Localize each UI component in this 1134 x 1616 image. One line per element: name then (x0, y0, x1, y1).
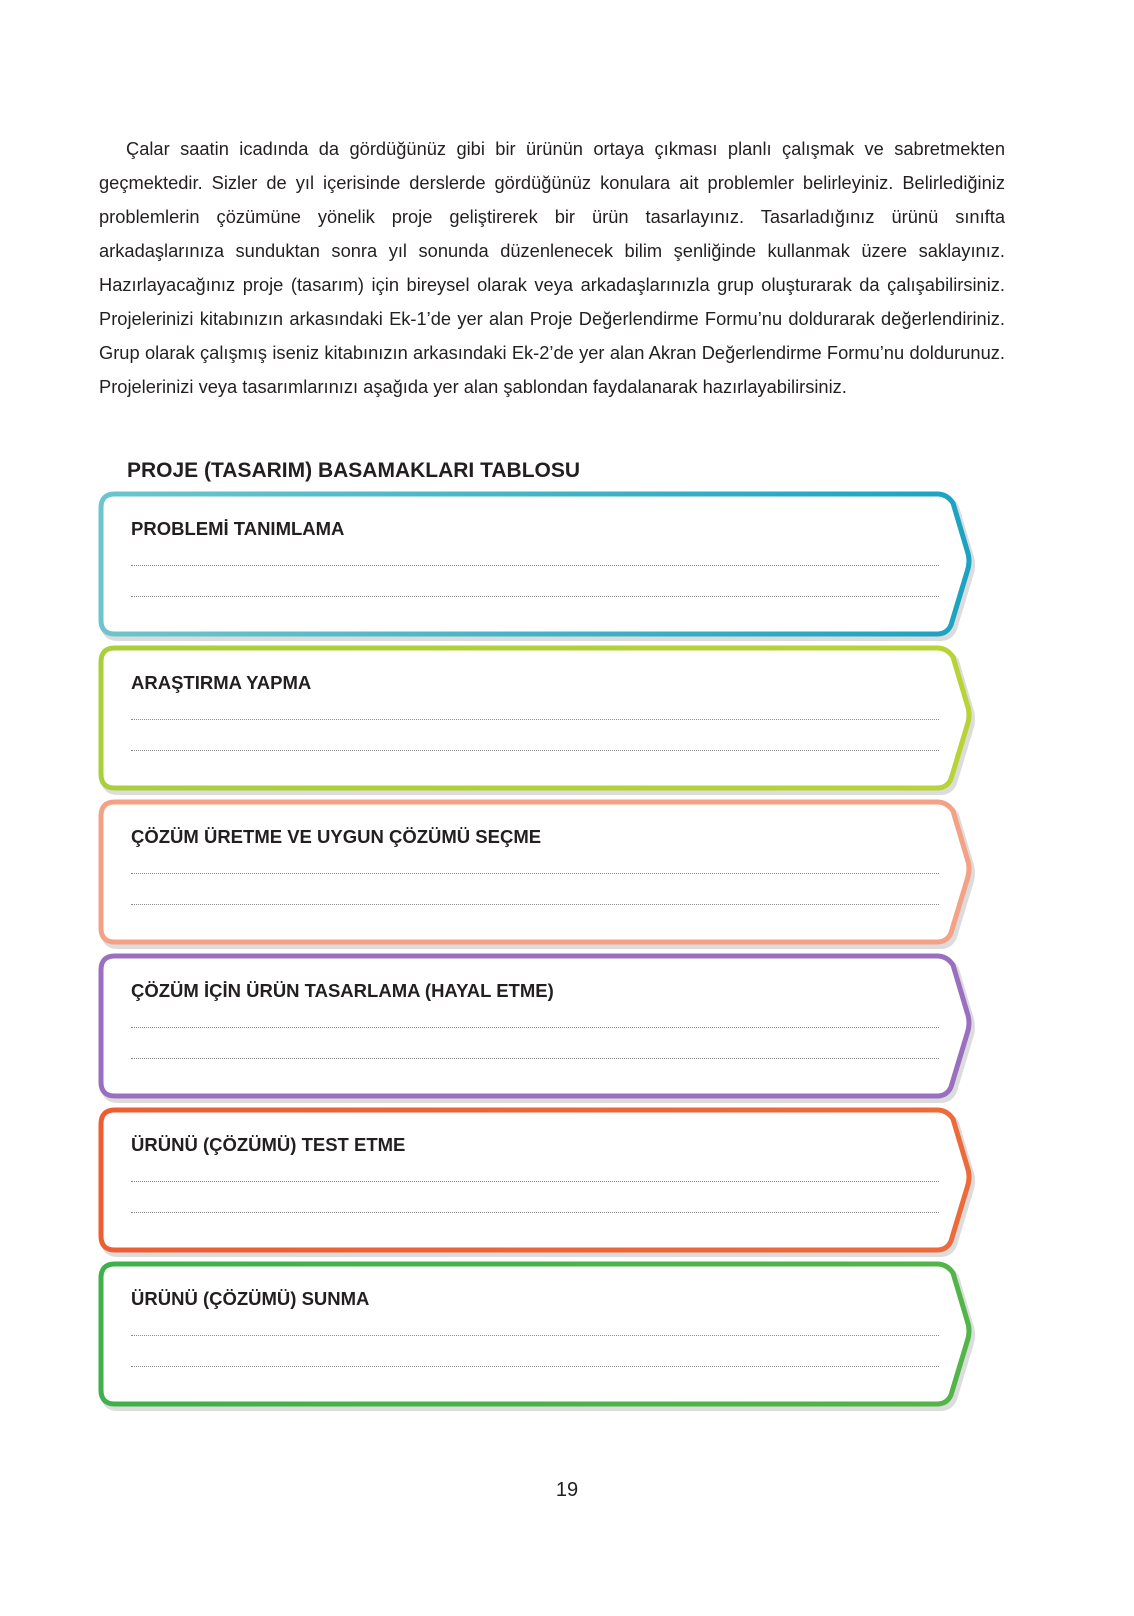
frame-border (101, 1110, 969, 1250)
arrow-frame (97, 798, 1011, 946)
step-title: ÜRÜNÜ (ÇÖZÜMÜ) TEST ETME (131, 1134, 406, 1155)
answer-line[interactable] (131, 1212, 939, 1213)
frame-border (101, 802, 969, 942)
answer-line[interactable] (131, 750, 939, 751)
arrow-frame (97, 1106, 1011, 1254)
step-box-solution (97, 798, 1011, 946)
arrow-frame (97, 644, 1011, 792)
step-title: ÜRÜNÜ (ÇÖZÜMÜ) SUNMA (131, 1288, 370, 1309)
frame-border (101, 956, 969, 1096)
step-title: ARAŞTIRMA YAPMA (131, 672, 312, 693)
intro-paragraph: Çalar saatin icadında da gördüğünüz gibi bir ürünün ortaya çıkması planlı çalışmak ve sabretmekten geçmektedir. Sizler de yıl içerisinde derslerde gördüğünüz konulara ait problemler belirleyiniz. Belirlediğiniz problemlerin çözümüne yönelik proje geliştirerek bir ürün tasarlayınız. Tasarladığınız ürünü sınıfta arkadaşlarınıza sunduktan sonra yıl sonunda düzenlenecek bilim şenliğinde kullanmak üzere saklayınız. Hazırlayacağınız proje (tasarım) için bireysel olarak veya arkadaşlarınızla grup oluşturarak da çalışabilirsiniz. Projelerinizi kitabınızın arkasındaki Ek-1’de yer alan Proje Değerlendirme Formu’nu doldurarak değerlendiriniz. Grup olarak çalışmış iseniz kitabınızın arkasındaki Ek-2’de yer alan Akran Değerlendirme Formu’nu doldurunuz. Projelerinizi veya tasarımlarınızı aşağıda yer alan şablondan faydalanarak hazırlayabilirsiniz. (99, 138, 1005, 397)
arrow-frame (97, 952, 1011, 1100)
answer-line[interactable] (131, 904, 939, 905)
answer-line[interactable] (131, 1335, 939, 1336)
step-box-design (97, 952, 1011, 1100)
answer-line[interactable] (131, 1366, 939, 1367)
answer-line[interactable] (131, 565, 939, 566)
step-title: ÇÖZÜM ÜRETME VE UYGUN ÇÖZÜMÜ SEÇME (131, 826, 542, 847)
frame-border (101, 494, 969, 634)
step-box-problem (97, 490, 1011, 638)
step-title: ÇÖZÜM İÇİN ÜRÜN TASARLAMA (HAYAL ETME) (131, 980, 554, 1001)
answer-line[interactable] (131, 1181, 939, 1182)
answer-line[interactable] (131, 1027, 939, 1028)
step-box-test (97, 1106, 1011, 1254)
arrow-frame (97, 490, 1011, 638)
step-title: PROBLEMİ TANIMLAMA (131, 518, 345, 539)
answer-line[interactable] (131, 596, 939, 597)
answer-line[interactable] (131, 873, 939, 874)
page-number: 19 (555, 1479, 579, 1501)
section-title: PROJE (TASARIM) BASAMAKLARI TABLOSU (127, 459, 581, 482)
frame-border (101, 1264, 969, 1404)
step-box-present (97, 1260, 1011, 1408)
answer-line[interactable] (131, 1058, 939, 1059)
answer-line[interactable] (131, 719, 939, 720)
frame-border (101, 648, 969, 788)
step-box-research (97, 644, 1011, 792)
arrow-frame (97, 1260, 1011, 1408)
